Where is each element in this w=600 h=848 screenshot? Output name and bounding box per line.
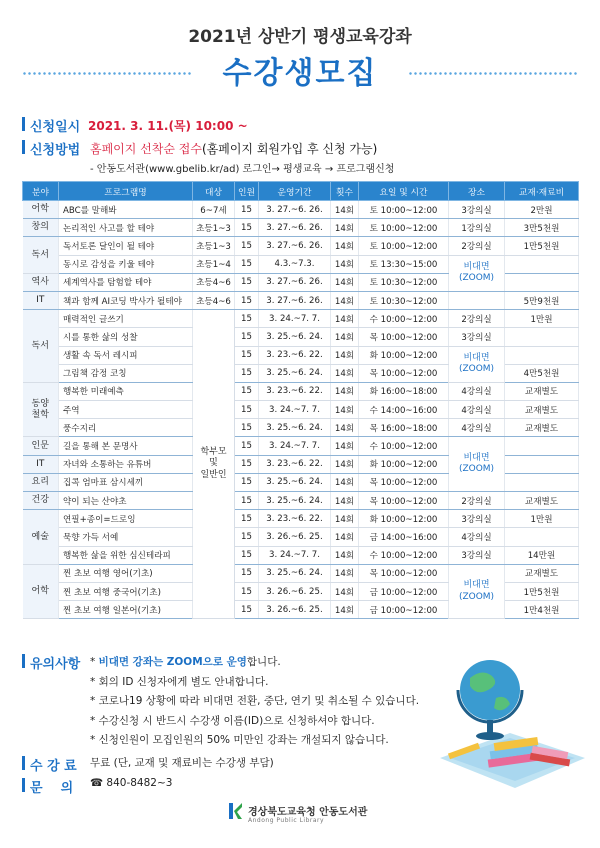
program-name: 약이 되는 산야초 [59,492,193,510]
place-cell: 3강의실 [449,328,505,346]
people-cell: 15 [235,455,259,473]
time-cell: 목 10:00~12:00 [359,473,449,491]
note-item [90,712,419,732]
time-cell: 토 13:30~15:00 [359,255,449,273]
people-cell: 15 [235,546,259,564]
count-cell: 14회 [331,201,359,219]
fee-cell [505,455,579,473]
period-cell: 4.3.~7.3. [259,255,331,273]
column-header: 프로그램명 [59,182,193,201]
time-cell: 화 10:00~12:00 [359,346,449,364]
category-cell: 어학 [23,564,59,619]
note-bullet: * [90,734,99,746]
fee-cell: 14만원 [505,546,579,564]
period-cell: 3. 27.~6. 26. [259,291,331,309]
time-cell: 목 10:00~12:00 [359,328,449,346]
column-header: 교재·재료비 [505,182,579,201]
period-cell: 3. 26.~6. 25. [259,582,331,600]
apply-method-main [90,140,377,157]
time-cell: 토 10:00~12:00 [359,219,449,237]
program-name: 행복한 삶을 위한 심신테라피 [59,546,193,564]
table-row [23,328,579,346]
apply-date-label: 신청일시 [30,120,81,135]
table-row [23,546,579,564]
fee-cell [505,255,579,273]
note-text: 합니다. [246,656,281,668]
time-cell: 토 10:00~12:00 [359,237,449,255]
fee-cell: 교재별도 [505,564,579,582]
note-bullet: * [90,675,99,688]
table-header-row [23,182,579,201]
footer-org-en: Andong Public Library [248,817,325,824]
place-cell: 1강의실 [449,219,505,237]
section-bar [22,654,25,668]
period-cell: 3. 25.~6. 24. [259,364,331,382]
place-cell: 4강의실 [449,419,505,437]
period-cell: 3. 27.~6. 26. [259,237,331,255]
period-cell: 3. 24.~7. 7. [259,437,331,455]
period-cell: 3. 25.~6. 24. [259,328,331,346]
apply-method-highlight: 홈페이지 선착순 접수 [90,142,202,156]
people-cell: 15 [235,437,259,455]
table-row [23,291,579,309]
category-cell: IT [23,455,59,473]
program-name: 찐 초보 여행 중국어(기초) [59,582,193,600]
period-cell: 3. 27.~6. 26. [259,273,331,291]
category-cell: 독서 [23,237,59,273]
period-cell: 3. 25.~6. 24. [259,492,331,510]
table-row [23,201,579,219]
people-cell: 15 [235,328,259,346]
note-bullet: * [90,656,99,668]
section-bar [22,778,25,792]
period-cell: 3. 23.~6. 22. [259,346,331,364]
program-name: 행복한 미래예측 [59,382,193,400]
people-cell: 15 [235,291,259,309]
period-cell: 3. 26.~6. 25. [259,528,331,546]
program-name: 풍수지리 [59,419,193,437]
program-name: ABC를 말해봐 [59,201,193,219]
fee-cell [505,437,579,455]
target-cell: 6~7세 [193,201,235,219]
time-cell: 금 14:00~16:00 [359,528,449,546]
footer-org: 경상북도교육청 안동도서관 [248,807,368,818]
fee-cell: 1만4천원 [505,601,579,619]
time-cell: 수 10:00~12:00 [359,437,449,455]
fee-cell: 1만원 [505,310,579,328]
fee-cell: 교재별도 [505,382,579,400]
program-name: 매력적인 글쓰기 [59,310,193,328]
people-cell: 15 [235,237,259,255]
count-cell: 14회 [331,237,359,255]
category-cell: 어학 [23,201,59,219]
time-cell: 수 10:00~12:00 [359,310,449,328]
program-name: 길을 통해 본 문명사 [59,437,193,455]
period-cell: 3. 24.~7. 7. [259,310,331,328]
section-bar [22,117,25,131]
table-row [23,564,579,582]
page-title: 수강생모집 [222,56,378,91]
fee-cell [505,528,579,546]
time-cell: 목 10:00~12:00 [359,564,449,582]
count-cell: 14회 [331,455,359,473]
section-bar [22,140,25,154]
program-name: 책과 함께 AI코딩 박사가 될테야 [59,291,193,309]
fee-label: 수 강 료 [30,759,77,774]
count-cell: 14회 [331,582,359,600]
time-cell: 목 10:00~12:00 [359,364,449,382]
table-row [23,528,579,546]
program-name: 찐 초보 여행 영어(기초) [59,564,193,582]
note-highlight: 비대면 강좌는 ZOOM으로 운영 [98,656,247,668]
count-cell: 14회 [331,546,359,564]
zoom-place-cell: 비대면 (ZOOM) [449,564,505,619]
table-row [23,401,579,419]
fee-cell [505,473,579,491]
period-cell: 3. 25.~6. 24. [259,419,331,437]
shared-target-cell: 학부모 및 일반인 [193,310,235,619]
place-cell: 3강의실 [449,546,505,564]
header-subtitle: 2021년 상반기 평생교육강좌 [188,27,412,47]
count-cell: 14회 [331,310,359,328]
schedule-table [22,181,579,619]
category-cell: 역사 [23,273,59,291]
count-cell: 14회 [331,364,359,382]
decor-dots-left [22,72,192,75]
fee-cell: 2만원 [505,201,579,219]
people-cell: 15 [235,201,259,219]
period-cell: 3. 23.~6. 22. [259,382,331,400]
people-cell: 15 [235,582,259,600]
time-cell: 토 10:30~12:00 [359,273,449,291]
count-cell: 14회 [331,273,359,291]
note-item [90,653,419,673]
table-row [23,382,579,400]
category-cell: IT [23,291,59,309]
people-cell: 15 [235,364,259,382]
period-cell: 3. 24.~7. 7. [259,401,331,419]
section-bar [22,756,25,770]
fee-cell: 교재별도 [505,492,579,510]
place-cell: 3강의실 [449,201,505,219]
notes-label: 유의사항 [30,657,81,672]
column-header: 횟수 [331,182,359,201]
fee-cell: 4만5천원 [505,364,579,382]
zoom-place-cell: 비대면 (ZOOM) [449,346,505,382]
people-cell: 15 [235,273,259,291]
target-cell: 초등4~6 [193,291,235,309]
program-name: 동시로 감성을 키울 테야 [59,255,193,273]
table-row [23,492,579,510]
people-cell: 15 [235,510,259,528]
program-name: 논리적인 사고를 할 테야 [59,219,193,237]
time-cell: 토 10:30~12:00 [359,291,449,309]
program-name: 세계역사를 탐험할 테야 [59,273,193,291]
program-name: 독서토론 달인이 될 테야 [59,237,193,255]
people-cell: 15 [235,564,259,582]
count-cell: 14회 [331,528,359,546]
period-cell: 3. 24.~7. 7. [259,546,331,564]
program-name: 생활 속 독서 레시피 [59,346,193,364]
notes-list [90,653,419,751]
note-text: 신청인원이 모집인원의 50% 미만인 강좌는 개설되지 않습니다. [98,734,389,746]
note-item [90,673,419,693]
people-cell: 15 [235,219,259,237]
column-header: 인원 [235,182,259,201]
fee-cell: 1만5천원 [505,237,579,255]
time-cell: 금 10:00~12:00 [359,601,449,619]
table-row [23,219,579,237]
fee-cell: 3만5천원 [505,219,579,237]
people-cell: 15 [235,601,259,619]
period-cell: 3. 23.~6. 22. [259,455,331,473]
fee-cell [505,346,579,364]
category-cell: 건강 [23,492,59,510]
program-name: 집콕 엄마표 삼시세끼 [59,473,193,491]
count-cell: 14회 [331,473,359,491]
table-row [23,310,579,328]
count-cell: 14회 [331,255,359,273]
period-cell: 3. 25.~6. 24. [259,473,331,491]
column-header: 분야 [23,182,59,201]
program-name: 그림책 감정 코칭 [59,364,193,382]
fee-cell: 1만원 [505,510,579,528]
table-body [23,201,579,619]
count-cell: 14회 [331,219,359,237]
table-row [23,437,579,455]
people-cell: 15 [235,310,259,328]
count-cell: 14회 [331,291,359,309]
people-cell: 15 [235,492,259,510]
fee-cell: 교재별도 [505,401,579,419]
people-cell: 15 [235,401,259,419]
table-row [23,419,579,437]
count-cell: 14회 [331,492,359,510]
apply-date-value: 2021. 3. 11.(목) 10:00 ~ [88,119,248,133]
category-cell: 창의 [23,219,59,237]
category-cell: 동양 철학 [23,382,59,437]
note-bullet: * [90,695,99,707]
program-name: 시를 통한 삶의 성찰 [59,328,193,346]
library-logo-icon [228,802,244,820]
fee-cell: 5만9천원 [505,291,579,309]
count-cell: 14회 [331,564,359,582]
count-cell: 14회 [331,419,359,437]
program-name: 자녀와 소통하는 유튜버 [59,455,193,473]
zoom-place-cell: 비대면 (ZOOM) [449,255,505,291]
people-cell: 15 [235,528,259,546]
time-cell: 화 10:00~12:00 [359,510,449,528]
count-cell: 14회 [331,437,359,455]
note-text: 코로나19 상황에 따라 비대면 전환, 중단, 연기 및 취소될 수 있습니다. [98,695,420,707]
time-cell: 수 10:00~12:00 [359,546,449,564]
note-item [90,692,419,712]
place-cell: 2강의실 [449,310,505,328]
target-cell: 초등4~6 [193,273,235,291]
count-cell: 14회 [331,346,359,364]
note-text: 회의 ID 신청자에게 별도 안내합니다. [98,675,269,688]
column-header: 대상 [193,182,235,201]
period-cell: 3. 25.~6. 24. [259,564,331,582]
count-cell: 14회 [331,510,359,528]
place-cell: 3강의실 [449,510,505,528]
time-cell: 화 16:00~18:00 [359,382,449,400]
count-cell: 14회 [331,401,359,419]
column-header: 운영기간 [259,182,331,201]
period-cell: 3. 23.~6. 22. [259,510,331,528]
globe-books-illustration-icon [430,638,590,808]
zoom-place-cell: 비대면 (ZOOM) [449,437,505,492]
target-cell: 초등1~4 [193,255,235,273]
place-cell: 2강의실 [449,492,505,510]
time-cell: 금 10:00~12:00 [359,582,449,600]
table-row [23,346,579,364]
place-cell [449,291,505,309]
table-row [23,237,579,255]
time-cell: 목 16:00~18:00 [359,419,449,437]
note-item [90,731,419,751]
people-cell: 15 [235,346,259,364]
note-text: 수강신청 시 반드시 수강생 이름(ID)으로 신청하셔야 합니다. [98,714,375,727]
category-cell: 요리 [23,473,59,491]
time-cell: 목 10:00~12:00 [359,492,449,510]
program-name: 주역 [59,401,193,419]
program-name: 찐 초보 여행 일본어(기초) [59,601,193,619]
period-cell: 3. 26.~6. 25. [259,601,331,619]
people-cell: 15 [235,255,259,273]
time-cell: 화 10:00~12:00 [359,455,449,473]
period-cell: 3. 27.~6. 26. [259,201,331,219]
category-cell: 예술 [23,510,59,565]
fee-cell [505,273,579,291]
people-cell: 15 [235,382,259,400]
category-cell: 독서 [23,310,59,383]
place-cell: 4강의실 [449,528,505,546]
apply-method-label: 신청방법 [30,143,81,158]
place-cell: 2강의실 [449,237,505,255]
people-cell: 15 [235,473,259,491]
period-cell: 3. 27.~6. 26. [259,219,331,237]
program-name: 연필+종이=드로잉 [59,510,193,528]
contact-value: ☎ 840-8482~3 [90,777,173,789]
category-cell: 인문 [23,437,59,455]
table-row [23,255,579,273]
fee-cell: 교재별도 [505,419,579,437]
column-header: 요일 및 시간 [359,182,449,201]
decor-dots-right [408,72,578,75]
time-cell: 수 14:00~16:00 [359,401,449,419]
count-cell: 14회 [331,328,359,346]
place-cell: 4강의실 [449,401,505,419]
count-cell: 14회 [331,382,359,400]
fee-value: 무료 (단, 교재 및 재료비는 수강생 부담) [90,757,274,769]
table-row [23,510,579,528]
note-bullet: * [90,714,99,727]
target-cell: 초등1~3 [193,237,235,255]
fee-cell: 1만5천원 [505,582,579,600]
program-name: 묵향 가득 서예 [59,528,193,546]
place-cell: 4강의실 [449,382,505,400]
time-cell: 토 10:00~12:00 [359,201,449,219]
apply-method-rest: (홈페이지 회원가입 후 신청 가능) [201,142,378,156]
people-cell: 15 [235,419,259,437]
column-header: 장소 [449,182,505,201]
fee-cell [505,328,579,346]
target-cell: 초등1~3 [193,219,235,237]
count-cell: 14회 [331,601,359,619]
apply-method-sub: - 안동도서관(www.gbelib.kr/ad) 로그인→ 평생교육 → 프로그램신청 [90,164,395,175]
contact-label: 문 의 [30,781,74,796]
